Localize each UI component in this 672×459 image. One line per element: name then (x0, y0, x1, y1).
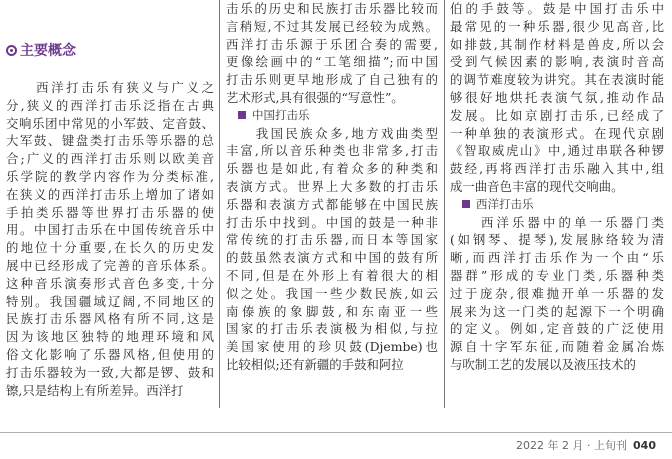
text-line: 与吹制工艺的发展以及液压技术的 (450, 356, 636, 372)
text-line: 击乐的历史和民族打击乐器比较而 (226, 1, 438, 16)
text-line: 比较相似;还有新疆的手鼓和阿拉 (226, 356, 404, 372)
column-divider-2 (444, 0, 445, 408)
text-line: 分,狭义的西洋打击乐泛指在古典 (6, 97, 214, 113)
text-line: 国家的打击乐表演极为相似,与拉 (226, 321, 438, 337)
column-3-text (450, 0, 664, 374)
text-line: 民族打击乐器风格有所不同,这是 (6, 311, 214, 327)
text-line: 器群”形成的专业门类,乐器种类 (450, 267, 664, 283)
text-line: 如排鼓,其制作材料是兽皮,所以会 (450, 36, 664, 52)
text-line: 展来为这一门类的起源下一个明确 (450, 303, 664, 319)
text-line: 展中已经形成了完善的音乐体系。 (6, 257, 214, 273)
text-line: 我国民族众多,地方戏曲类型 (226, 125, 438, 141)
text-line: 西洋打击乐有狭义与广义之 (6, 80, 214, 95)
text-line: 似之处。我国一些少数民族,如云 (226, 285, 438, 301)
text-line: 艺术形式,具有很强的“写意性”。 (226, 89, 404, 105)
text-line: 常传统的打击乐器,而日本等国家 (226, 232, 438, 248)
text-line: 南傣族的象脚鼓,和东南亚一些 (226, 303, 438, 319)
text-line: 乐器也是如此,有着众多的种类和 (226, 161, 438, 177)
text-line: 的调节难度较为讲究。其在表演时能 (450, 72, 664, 88)
subheading-text: 西洋打击乐 (476, 196, 534, 211)
text-line: 表演方式。世界上大多数的打击乐 (226, 178, 438, 194)
column-divider-1 (219, 0, 220, 408)
text-line: 大军鼓、键盘类打击乐等乐器的总 (6, 133, 214, 149)
text-line: 过于庞杂,很难抛开单一乐器的发 (450, 285, 664, 301)
text-line: 交响乐团中常见的小军鼓、定音鼓、 (6, 115, 214, 131)
subheading (450, 196, 664, 214)
text-line: 不同,但是在外形上有着很大的相 (226, 267, 438, 283)
text-line: 一种单独的表演形式。在现代京剧 (450, 125, 664, 141)
text-line: 的定义。例如,定音鼓的广泛使用 (450, 321, 664, 337)
text-line: 更像绘画中的“工笔细描”;而中国 (226, 54, 438, 70)
column-1-text (6, 79, 214, 399)
text-line: 伯的手鼓等。鼓是中国打击乐中 (450, 1, 664, 16)
text-line: 成一曲音色丰富的现代交响曲。 (450, 178, 624, 194)
text-line: (如钢琴、提琴),发展脉络较为清 (450, 232, 664, 248)
page-number: 040 (633, 439, 656, 452)
text-line: 西洋打击乐源于乐团合奏的需要, (226, 36, 438, 52)
square-bullet-icon (462, 200, 470, 208)
text-line: 乐器和表演方式都能够在中国民族 (226, 196, 438, 212)
text-line: 因为该地区独特的地理环境和风 (6, 329, 214, 345)
text-line: 发展。比如京剧打击乐,已经成了 (450, 107, 664, 123)
text-line: 丰富,所以音乐种类也非常多,打击 (226, 143, 438, 159)
text-line: 乐学院的教学内容作为分类标准, (6, 168, 214, 184)
text-line: 鼓经,再将西洋打击乐融入其中,组 (450, 161, 664, 177)
text-line: 源自十字军东征,而随着金属冶炼 (450, 339, 664, 355)
text-line: 的鼓虽然表演方式和中国的鼓有所 (226, 250, 438, 266)
footer-divider (0, 432, 672, 433)
issue-date: 2022 年 2 月 · 上旬刊 (516, 439, 628, 452)
text-line: 打击乐则更早地形成了自己独有的 (226, 72, 438, 88)
subheading-text: 中国打击乐 (252, 107, 310, 122)
text-line: 言稍短,不过其发展已经较为成熟。 (226, 18, 438, 34)
text-line: 俗文化影响了乐器风格,但使用的 (6, 346, 214, 362)
text-line: 最常见的一种乐器,很少见高音,比 (450, 18, 664, 34)
section-title: 主要概念 (20, 43, 76, 59)
section-heading (6, 41, 76, 61)
text-line: 西洋乐器中的单一乐器门类 (450, 214, 664, 230)
text-line: 合;广义的西洋打击乐则以欧美音 (6, 151, 214, 167)
text-line: 在狭义的西洋打击乐上增加了诸如 (6, 186, 214, 202)
text-line: 镲,只是结构上有所差异。西洋打 (6, 382, 184, 398)
text-line: 打击乐中找到。中国的鼓是一种非 (226, 214, 438, 230)
text-line: 受到气候因素的影响,表演时音高 (450, 54, 664, 70)
square-bullet-icon (238, 111, 246, 119)
text-line: 美国家使用的珍贝鼓(Djembe)也 (226, 339, 438, 355)
text-line: 的地位十分重要,在长久的历史发 (6, 240, 214, 256)
page-footer (516, 437, 656, 455)
text-line: 用。中国打击乐在中国传统音乐中 (6, 222, 214, 238)
text-line: 这种音乐演奏形式音色多变,十分 (6, 275, 214, 291)
column-2-text (226, 0, 438, 374)
text-line: 晰,而西洋打击乐作为一个由“乐 (450, 250, 664, 266)
text-line: 手拍类乐器等世界打击乐器的使 (6, 204, 214, 220)
text-line: 《智取威虎山》中,通过串联各种锣 (450, 143, 664, 159)
text-line: 够很好地烘托表演气氛,推动作品 (450, 89, 664, 105)
text-line: 特别。我国疆域辽阔,不同地区的 (6, 293, 214, 309)
circle-bullet-icon (6, 45, 17, 56)
subheading (226, 107, 438, 125)
text-line: 打击乐器较为一致,大都是锣、鼓和 (6, 364, 214, 380)
